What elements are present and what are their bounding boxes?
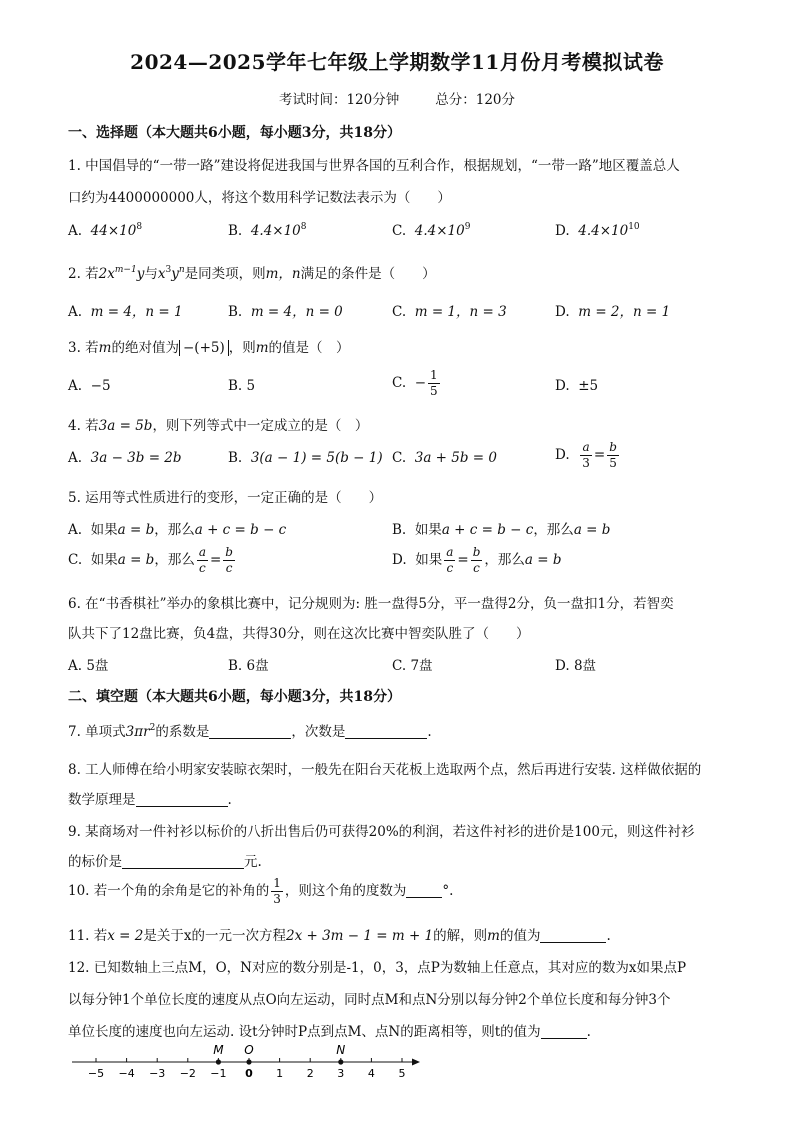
- q6-option-c: C. 7盘: [392, 658, 433, 674]
- q3-stem: 3. 若m的绝对值为 −(+5) ，则m的值是（ ）: [68, 340, 350, 356]
- number-line-point-label: M: [213, 1043, 224, 1057]
- q8-line2: 数学原理是 .: [68, 792, 232, 808]
- q10-stem: 10. 若一个角的余角是它的补角的 $\frac{1}{3}$ ，则这个角的度数为 °.: [68, 876, 454, 906]
- q2-option-c: C. m = 1，n = 3: [392, 304, 507, 320]
- q7-blank-coefficient[interactable]: [209, 724, 291, 739]
- number-line-point-N: [338, 1059, 343, 1064]
- q7-blank-degree[interactable]: [345, 724, 427, 739]
- q4-stem: 4. 若3a = 5b，则下列等式中一定成立的是（ ）: [68, 418, 369, 434]
- number-line-tick-label: 4: [367, 1067, 375, 1080]
- number-line-point-M: [216, 1059, 221, 1064]
- exam-time: 考试时间：120分钟: [278, 92, 400, 108]
- section-fill-heading: 二、填空题（本大题共6小题，每小题3分，共18分）: [68, 689, 401, 705]
- number-line-tick-label: −3: [149, 1067, 166, 1080]
- section-choice-heading: 一、选择题（本大题共6小题，每小题3分，共18分）: [68, 125, 401, 141]
- q7-stem: 7. 单项式$3\pi r^2$的系数是 ，次数是 .: [68, 723, 432, 740]
- q9-line1: 9. 某商场对一件衬衫以标价的八折出售后仍可获得20%的利润，若这件衬衫的进价是100元，则这件衬衫: [68, 824, 695, 840]
- number-line-tick-label: 5: [398, 1067, 406, 1080]
- q5-option-c: C. 如果a = b，那么 $\frac{a}{c}$ = $\frac{b}{c}$: [68, 545, 233, 575]
- q4-option-d: D. $\frac{a}{3}$ = $\frac{b}{5}$: [555, 440, 617, 470]
- q4-option-b: B. 3(a − 1) = 5(b − 1): [228, 450, 383, 466]
- number-line-arrow: [412, 1059, 420, 1066]
- q5-option-b: B. 如果a + c = b − c，那么a = b: [392, 522, 611, 538]
- q6-option-b: B. 6盘: [228, 658, 269, 674]
- q9-line2: 的标价是 元.: [68, 854, 262, 870]
- exam-title: 2024—2025学年七年级上学期数学11月份月考模拟试卷: [130, 50, 664, 74]
- number-line-tick-label: −1: [210, 1067, 227, 1080]
- number-line-point-O: [246, 1059, 251, 1064]
- q1-option-b: B. $4.4\times 10^8$: [228, 222, 307, 239]
- q1-line1: 1. 中国倡导的“一带一路”建设将促进我国与世界各国的互利合作，根据规划，“一带一路”地区覆盖总人: [68, 158, 680, 174]
- number-line-figure: [60, 1040, 440, 1084]
- q1-option-c: C. $4.4\times 10^9$: [392, 222, 471, 239]
- q2-stem: 2. 若$2x^{m-1}y$与$x^3y^n$是同类项，则m，n满足的条件是（ ）: [68, 265, 436, 282]
- q3-option-c: C. − $\frac{1}{5}$: [392, 368, 438, 398]
- q4-option-a: A. 3a − 3b = 2b: [68, 450, 182, 466]
- q3-option-d: D. ±5: [555, 378, 599, 394]
- q9-blank[interactable]: [122, 854, 244, 869]
- q2-option-b: B. m = 4，n = 0: [228, 304, 343, 320]
- exam-subtitle: [0, 88, 794, 108]
- q6-option-d: D. 8盘: [555, 658, 597, 674]
- number-line-tick-label: −5: [87, 1067, 105, 1080]
- q6-line1: 6. 在“书香棋社”举办的象棋比赛中，记分规则为: 胜一盘得5分，平一盘得2分，负一盘扣1分，若智奕: [68, 596, 674, 612]
- q12-line2: 以每分钟1个单位长度的速度从点O向左运动，同时点M和点N分别以每分钟2个单位长度和每分钟3个: [68, 992, 671, 1008]
- q1-option-d: D. $4.4\times 10^{10}$: [555, 222, 640, 239]
- q6-option-a: A. 5盘: [68, 658, 109, 674]
- number-line-tick-label: −4: [118, 1067, 135, 1080]
- q2-option-a: A. m = 4，n = 1: [68, 304, 183, 320]
- q12-line1: 12. 已知数轴上三点M，O，N对应的数分别是-1，0，3，点P为数轴上任意点，其对应的数为x如果点P: [68, 960, 687, 976]
- number-line-tick-label: 1: [276, 1067, 284, 1080]
- q5-option-a: A. 如果a = b，那么a + c = b − c: [68, 522, 287, 538]
- number-line-point-label: O: [244, 1043, 254, 1057]
- number-line-tick-label: 3: [337, 1067, 345, 1080]
- q3-option-a: A. −5: [68, 378, 111, 394]
- q3-option-b: B. 5: [228, 378, 256, 394]
- number-line-point-label: N: [336, 1043, 346, 1057]
- q8-line1: 8. 工人师傅在给小明家安装晾衣架时，一般先在阳台天花板上选取两个点，然后再进行安装. 这样做依据的: [68, 762, 702, 778]
- q8-blank[interactable]: [136, 792, 228, 807]
- number-line-tick-label: 0: [245, 1067, 253, 1080]
- q6-line2: 队共下了12盘比赛，负4盘，共得30分，则在这次比赛中智奕队胜了（ ）: [68, 626, 530, 642]
- absolute-value-expression: −(+5): [179, 340, 229, 356]
- q5-option-d: D. 如果 $\frac{a}{c}$ = $\frac{b}{c}$ ，那么a = b: [392, 545, 562, 575]
- q1-line2: 口约为4400000000人，将这个数用科学记数法表示为（ ）: [68, 190, 451, 206]
- q12-line3: 单位长度的速度也向左运动. 设t分钟时P点到点M、点N的距离相等，则t的值为 .: [68, 1024, 591, 1040]
- q12-blank[interactable]: [541, 1024, 587, 1039]
- q11-blank[interactable]: [540, 928, 606, 943]
- q10-blank[interactable]: [406, 883, 442, 898]
- q5-stem: 5. 运用等式性质进行的变形，一定正确的是（ ）: [68, 490, 383, 506]
- number-line-tick-label: 2: [306, 1067, 314, 1080]
- q11-stem: 11. 若x = 2是关于x的一元一次方程2x + 3m − 1 = m + 1的解，则m的值为 .: [68, 928, 611, 944]
- number-line-tick-label: −2: [179, 1067, 196, 1080]
- q2-option-d: D. m = 2，n = 1: [555, 304, 671, 320]
- q1-option-a: A. $44\times 10^8$: [68, 222, 143, 239]
- q4-option-c: C. 3a + 5b = 0: [392, 450, 497, 466]
- exam-total-score: 总分：120分: [435, 92, 516, 108]
